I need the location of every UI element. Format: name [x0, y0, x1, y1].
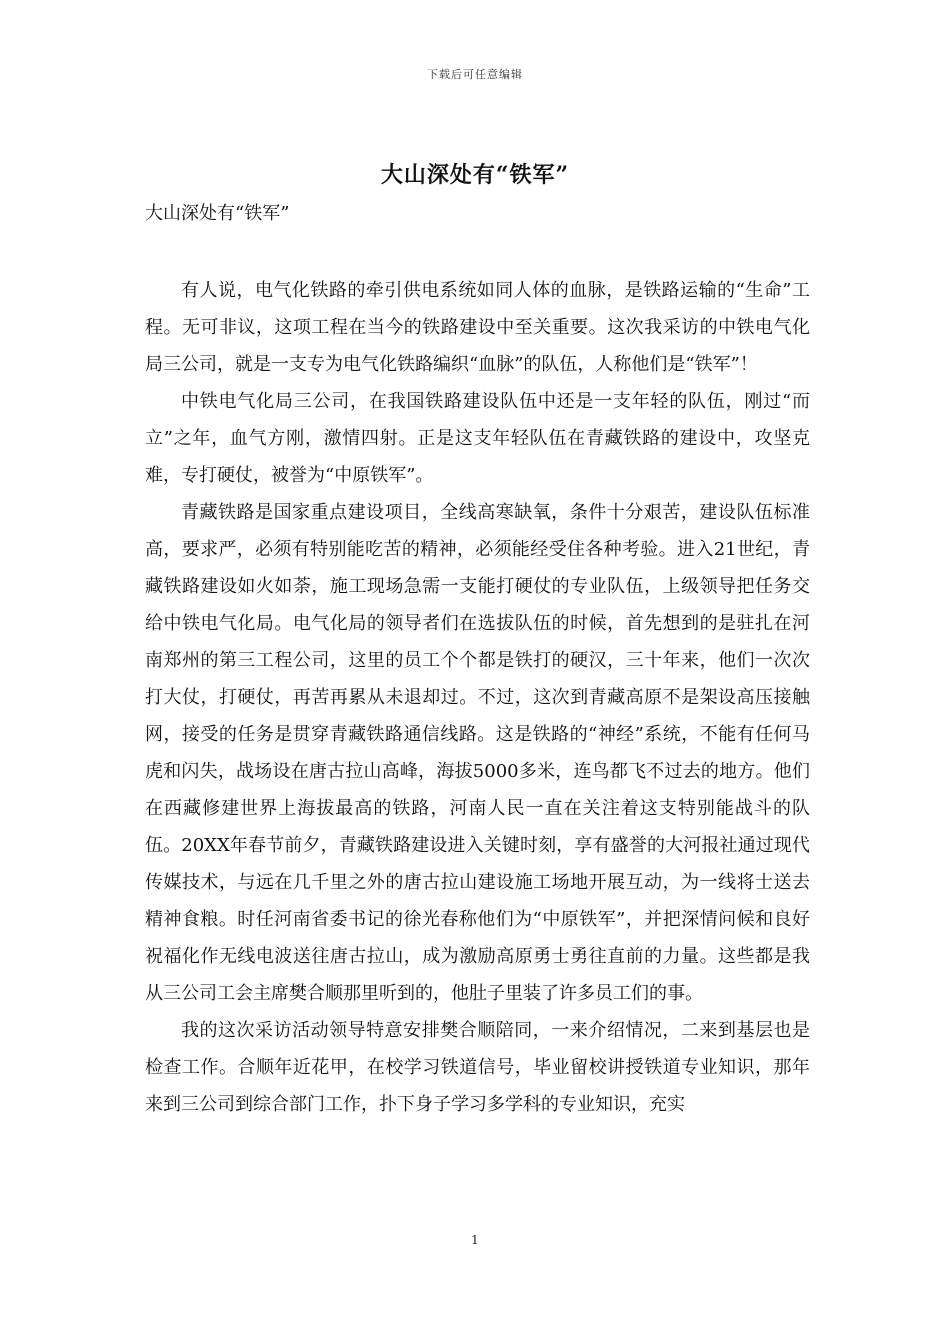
paragraph-3: 青藏铁路是国家重点建设项目，全线高寒缺氧，条件十分艰苦，建设队伍标准高，要求严，必须有特别能吃苦的精神，必须能经受住各种考验。进入21世纪，青藏铁路建设如火如荼，施工现场急需一支能打硬仗的专业队伍，上级领导把任务交给中铁电气化局。电气化局的领导者们在选拔队伍的时候，首先想到的是驻扎在河南郑州的第三工程公司，这里的员工个个都是铁打的硬汉，三十年来，他们一次次打大仗，打硬仗，再苦再累从未退却过。不过，这次到青藏高原不是架设高压接触网，接受的任务是贯穿青藏铁路通信线路。这是铁路的“神经”系统，不能有任何马虎和闪失，战场设在唐古拉山高峰，海拔5000多米，连鸟都飞不过去的地方。他们在西藏修建世界上海拔最高的铁路，河南人民一直在关注着这支特别能战斗的队伍。20XX年春节前夕，青藏铁路建设进入关键时刻，享有盛誉的大河报社通过现代传媒技术，与远在几千里之外的唐古拉山建设施工场地开展互动，为一线将士送去精神食粮。时任河南省委书记的徐光春称他们为“中原铁军”，并把深情问候和良好祝福化作无线电波送往唐古拉山，成为激励高原勇士勇往直前的力量。这些都是我从三公司工会主席樊合顺那里听到的，他肚子里装了许多员工们的事。: [145, 502, 810, 1004]
paragraph-4: 我的这次采访活动领导特意安排樊合顺陪同，一来介绍情况，二来到基层也是检查工作。合顺年近花甲，在校学习铁道信号，毕业留校讲授铁道专业知识，那年来到三公司到综合部门工作，扑下身子学习多学科的专业知识，充实: [145, 1020, 810, 1115]
page-header-note: 下载后可任意编辑: [427, 68, 523, 81]
document-title: 大山深处有“铁军”: [380, 162, 570, 188]
paragraph-1: 有人说，电气化铁路的牵引供电系统如同人体的血脉，是铁路运输的“生命”工程。无可非议，这项工程在当今的铁路建设中至关重要。这次我采访的中铁电气化局三公司，就是一支专为电气化铁路编织“血脉”的队伍，人称他们是“铁军”！: [145, 280, 810, 375]
paragraph-2: 中铁电气化局三公司，在我国铁路建设队伍中还是一支年轻的队伍，刚过“而立”之年，血气方刚，激情四射。正是这支年轻队伍在青藏铁路的建设中，攻坚克难，专打硬仗，被誉为“中原铁军”。: [145, 391, 810, 486]
document-body: [145, 272, 810, 1123]
document-subtitle: 大山深处有“铁军”: [145, 203, 290, 224]
page-number: 1: [471, 1233, 479, 1247]
